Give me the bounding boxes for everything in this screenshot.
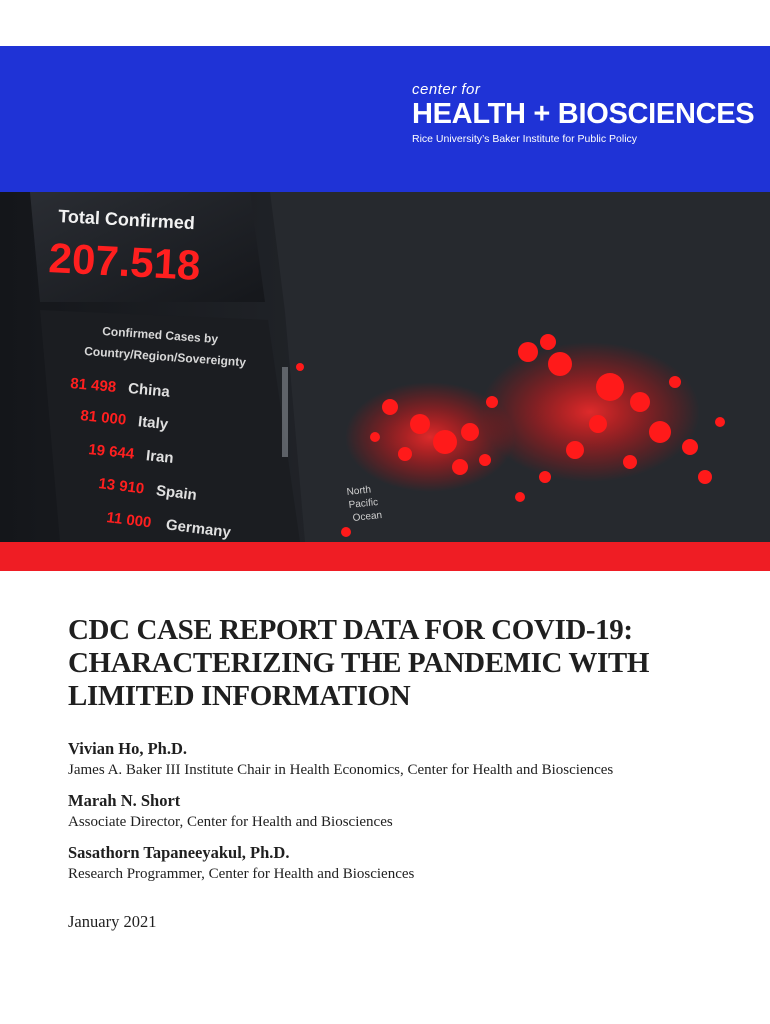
report-title: CDC CASE REPORT DATA FOR COVID-19: CHARACTERIZING THE PANDEMIC WITH LIMITED INFORMATION <box>68 614 649 712</box>
country-count-italy: 81 000 <box>79 407 127 429</box>
dashboard-photo-art <box>0 192 770 542</box>
author-role: James A. Baker III Institute Chair in Health Economics, Center for Health and Biosciences <box>68 762 614 778</box>
author-name: Vivian Ho, Ph.D. <box>68 739 188 758</box>
country-name-iran: Iran <box>145 447 175 467</box>
ocean-label-line3: Ocean <box>352 509 383 524</box>
total-confirmed-value: 207.518 <box>47 234 202 289</box>
author-role: Research Programmer, Center for Health and Biosciences <box>68 866 415 882</box>
author-entry <box>68 790 748 832</box>
center-logo <box>412 82 754 146</box>
country-name-germany: Germany <box>165 516 232 542</box>
author-list <box>68 738 748 894</box>
country-name-italy: Italy <box>137 413 169 434</box>
logo-prefix: center for <box>412 81 481 98</box>
author-entry <box>68 842 748 884</box>
list-panel <box>40 310 300 542</box>
country-name-china: China <box>127 380 171 401</box>
country-count-germany: 11 000 <box>105 509 153 532</box>
logo-main: HEALTH + BIOSCIENCES <box>412 98 755 130</box>
country-name-spain: Spain <box>155 482 198 505</box>
logo-subtitle: Rice University’s Baker Institute for Public Policy <box>412 133 638 145</box>
list-heading-line1: Confirmed Cases by <box>101 324 219 347</box>
country-count-iran: 19 644 <box>87 441 135 463</box>
ocean-label-line2: Pacific <box>348 496 379 511</box>
author-name: Marah N. Short <box>68 791 181 810</box>
list-scrollbar <box>282 367 288 457</box>
list-heading-line2: Country/Region/Sovereignty <box>83 344 247 370</box>
total-confirmed-label: Total Confirmed <box>57 206 196 234</box>
ocean-label-line1: North <box>346 484 372 498</box>
country-count-china: 81 498 <box>69 375 117 396</box>
author-name: Sasathorn Tapaneeyakul, Ph.D. <box>68 843 290 862</box>
dashboard-photo <box>0 192 770 542</box>
country-count-spain: 13 910 <box>97 475 146 498</box>
accent-band <box>0 542 770 571</box>
publication-date: January 2021 <box>68 912 157 931</box>
author-entry <box>68 738 748 780</box>
author-role: Associate Director, Center for Health and Biosciences <box>68 814 393 830</box>
